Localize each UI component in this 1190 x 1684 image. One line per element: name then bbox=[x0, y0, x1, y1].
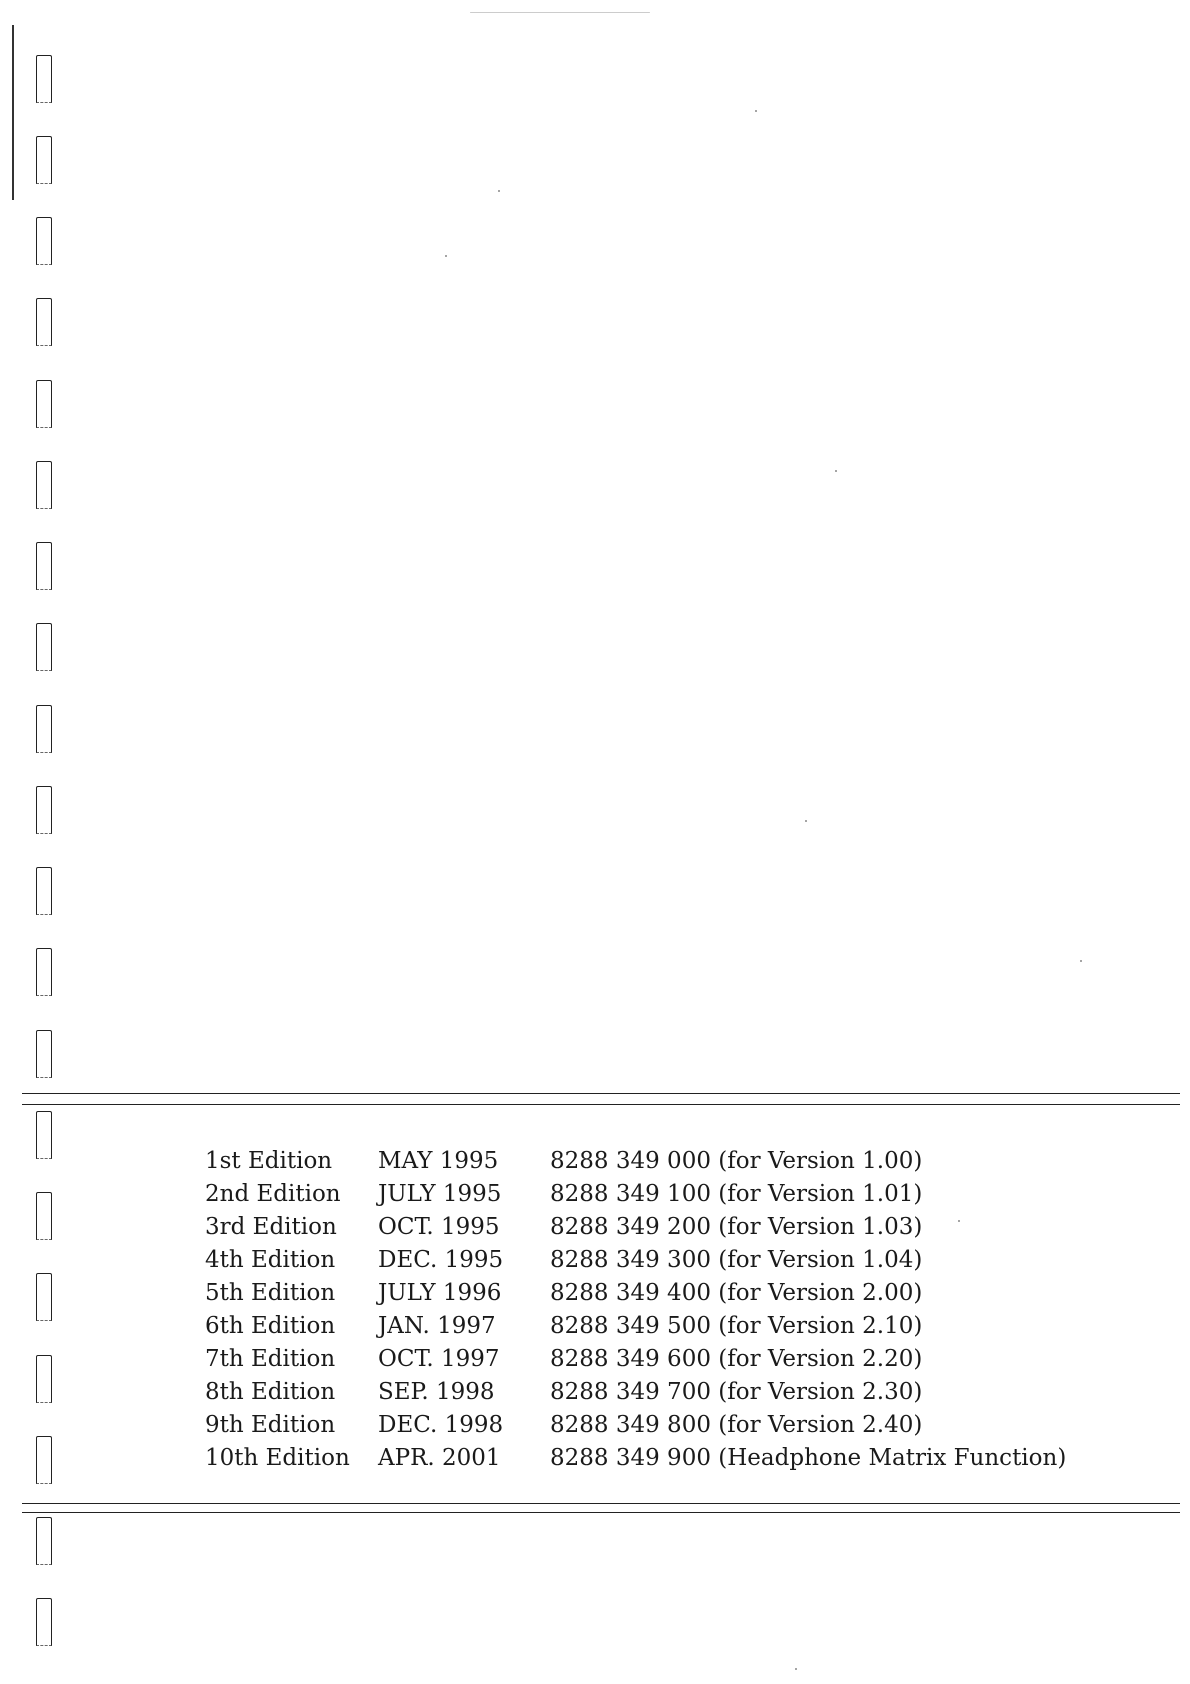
binding-holes bbox=[0, 0, 80, 1684]
punch-hole bbox=[36, 461, 52, 509]
punch-hole bbox=[36, 1192, 52, 1240]
edition-date: OCT. 1997 bbox=[378, 1346, 500, 1372]
scan-artifact bbox=[498, 190, 500, 192]
edition-row bbox=[205, 1310, 1105, 1343]
scan-artifact bbox=[445, 255, 447, 257]
edition-part-number: 8288 349 200 (for Version 1.03) bbox=[550, 1214, 923, 1240]
edition-name: 2nd Edition bbox=[205, 1181, 341, 1207]
rule-lower bbox=[22, 1503, 1180, 1504]
edition-row bbox=[205, 1442, 1105, 1475]
edition-row bbox=[205, 1244, 1105, 1277]
edition-name: 9th Edition bbox=[205, 1412, 336, 1438]
edition-name: 3rd Edition bbox=[205, 1214, 337, 1240]
edition-row bbox=[205, 1145, 1105, 1178]
edition-name: 10th Edition bbox=[205, 1445, 350, 1471]
edition-part-number: 8288 349 300 (for Version 1.04) bbox=[550, 1247, 923, 1273]
punch-hole bbox=[36, 1598, 52, 1646]
edition-date: APR. 2001 bbox=[378, 1445, 501, 1471]
punch-hole bbox=[36, 1355, 52, 1403]
edition-row bbox=[205, 1178, 1105, 1211]
punch-hole bbox=[36, 705, 52, 753]
edition-part-number: 8288 349 900 (Headphone Matrix Function) bbox=[550, 1445, 1067, 1471]
edition-name: 4th Edition bbox=[205, 1247, 336, 1273]
scan-artifact bbox=[835, 470, 837, 472]
scan-artifact bbox=[470, 12, 650, 13]
scan-artifact bbox=[755, 110, 757, 112]
edition-part-number: 8288 349 700 (for Version 2.30) bbox=[550, 1379, 923, 1405]
edition-row bbox=[205, 1409, 1105, 1442]
punch-hole bbox=[36, 786, 52, 834]
binding-spine-line bbox=[12, 25, 14, 200]
scan-artifact bbox=[1080, 960, 1082, 962]
punch-hole bbox=[36, 542, 52, 590]
edition-name: 6th Edition bbox=[205, 1313, 336, 1339]
edition-row bbox=[205, 1211, 1105, 1244]
edition-row bbox=[205, 1376, 1105, 1409]
edition-name: 5th Edition bbox=[205, 1280, 336, 1306]
punch-hole bbox=[36, 1030, 52, 1078]
punch-hole bbox=[36, 217, 52, 265]
edition-part-number: 8288 349 600 (for Version 2.20) bbox=[550, 1346, 923, 1372]
edition-part-number: 8288 349 500 (for Version 2.10) bbox=[550, 1313, 923, 1339]
edition-name: 1st Edition bbox=[205, 1148, 333, 1174]
edition-row bbox=[205, 1343, 1105, 1376]
edition-date: DEC. 1998 bbox=[378, 1412, 504, 1438]
punch-hole bbox=[36, 1111, 52, 1159]
punch-hole bbox=[36, 55, 52, 103]
punch-hole bbox=[36, 1517, 52, 1565]
edition-history-table bbox=[205, 1145, 1105, 1475]
rule-lower-second bbox=[22, 1512, 1180, 1513]
edition-part-number: 8288 349 400 (for Version 2.00) bbox=[550, 1280, 923, 1306]
edition-date: MAY 1995 bbox=[378, 1148, 499, 1174]
edition-date: JAN. 1997 bbox=[378, 1313, 496, 1339]
edition-part-number: 8288 349 800 (for Version 2.40) bbox=[550, 1412, 923, 1438]
punch-hole bbox=[36, 298, 52, 346]
edition-date: JULY 1995 bbox=[378, 1181, 502, 1207]
punch-hole bbox=[36, 867, 52, 915]
punch-hole bbox=[36, 136, 52, 184]
scan-artifact bbox=[795, 1668, 797, 1670]
edition-name: 7th Edition bbox=[205, 1346, 336, 1372]
edition-date: SEP. 1998 bbox=[378, 1379, 495, 1405]
edition-date: OCT. 1995 bbox=[378, 1214, 500, 1240]
punch-hole bbox=[36, 623, 52, 671]
edition-part-number: 8288 349 000 (for Version 1.00) bbox=[550, 1148, 923, 1174]
edition-date: DEC. 1995 bbox=[378, 1247, 504, 1273]
edition-part-number: 8288 349 100 (for Version 1.01) bbox=[550, 1181, 923, 1207]
punch-hole bbox=[36, 948, 52, 996]
rule-upper-second bbox=[22, 1104, 1180, 1105]
scan-artifact bbox=[805, 820, 807, 822]
edition-row bbox=[205, 1277, 1105, 1310]
edition-date: JULY 1996 bbox=[378, 1280, 502, 1306]
punch-hole bbox=[36, 380, 52, 428]
rule-upper bbox=[22, 1093, 1180, 1094]
punch-hole bbox=[36, 1436, 52, 1484]
edition-name: 8th Edition bbox=[205, 1379, 336, 1405]
punch-hole bbox=[36, 1273, 52, 1321]
